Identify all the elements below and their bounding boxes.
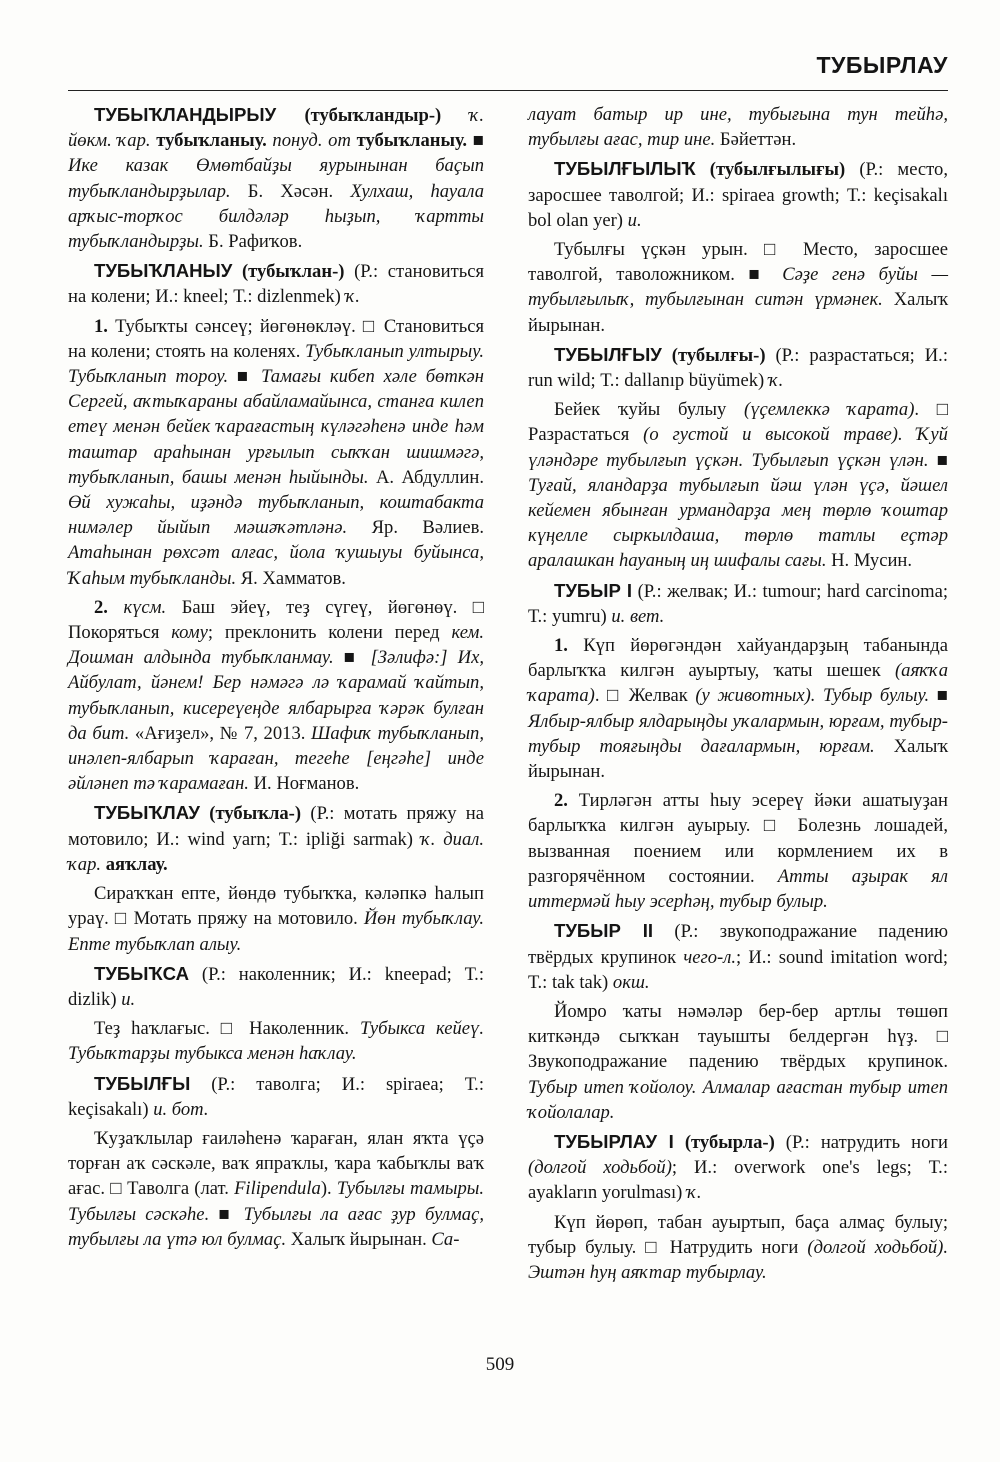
dictionary-paragraph [528,1210,948,1286]
entry-text: окш. [612,971,650,993]
headword: ТУБЫЛҒЫУ [554,343,662,365]
entry-text: (о густой и высокой траве). Ҡуй үләндәре тубылғып үҫкән. Тубылғып үҫкән үлән. [528,424,948,471]
entry-text: аяҡлау. [105,853,168,875]
dictionary-paragraph [68,961,484,1012]
entry-text: Халыҡ йырынан. [528,735,948,783]
page-number: 509 [485,1354,515,1375]
entry-text: (Р.: мотать пряжу на мотовило; И.: wind yarn; Т.: ipliği sarmak) [68,803,484,850]
entry-text: ; преклонить колени перед [207,622,452,644]
entry-text: Күп йөрөп, табан ауыртып, баҫа алмаҫ булыу; тубыр булыу. □ Натрудить ноги [528,1211,948,1258]
entry-text: Халыҡ йырынан. [528,289,948,336]
entry-text: ■ [928,449,948,471]
headword: ТУБЫЛҒЫЛЫҠ [554,158,696,180]
entry-text: (аяҡҡа ҡарата) [528,660,948,707]
entry-text: ■ [929,685,948,707]
entry-text: (үҫемлеккә ҡарата) [744,399,915,421]
entry-text: Тубыҡты сәнсеү; йөгөнөкләү. □ Становиться на колени; стоять на коленях. [68,315,484,362]
entry-text: А. Абдуллин. [368,466,484,488]
entry-text: Халыҡ йырынан. [286,1228,432,1250]
entry-text: Ялбыр-ялбыр ялдарыңды уҡалармын, юрғам, тубыр-тубыр тояғыңды дағалармын, юрғам. [528,710,948,757]
entry-text: Йомро ҡаты нәмәләр бер-бер артлы төшөп киткәндә сыҡҡан тауышты белдергән һүҙ. □ Звукоподражание падению твёрдых крупинок. [528,1000,948,1073]
entry-text: «Ағиҙел», № 7, 2013. [129,722,312,744]
left-column [68,102,484,1256]
entry-text: 1. [94,315,116,337]
headword: ТУБЫР I [554,579,633,601]
entry-text: (Р.: желвак; И.: tumour; hard carcinoma; Т.: yumru) [528,580,948,627]
entry-text: Filipendula [234,1178,321,1200]
entry-text: Тамағы кибеп хәле бөткән Сергей, аҡтыҡараны абайламайынса, станға килеп етеү менән бейек ҡарағастың күләгәһенә инде һәм таштар араһынан урғылып сыҡҡан шишмәгә, тубыҡланып, башы менән һыйынды. [68,366,484,488]
dictionary-paragraph [528,102,948,152]
entry-text: и. вет. [611,605,665,627]
entry-text: Са- [431,1228,460,1250]
dictionary-paragraph [68,102,484,254]
entry-text: (у животных). Тубыр булыу. [695,685,930,707]
right-column [528,102,948,1289]
entry-text: 2. [554,790,579,812]
entry-text: Күп йөрөгәндән хайуандарҙың табанында барлыҡҡа килгән ауыртыу, ҡаты шешек [528,635,948,682]
entry-text: Я. Хамматов. [236,567,346,589]
entry-text: [Зәлифә:] Их, Айбулат, йәнем! Бер нәмәгә лә ҡарамай ҡайтып, тубыҡланып, кисереүеңде ялбарырға ҡәрәк булған да бит. [68,647,484,744]
entry-text: ҡ. йөкм. ҡар. [68,105,484,152]
entry-text: (Р.: разрастаться; И.: run wild; Т.: dallanıp büyümek) [528,344,948,392]
headword: ТУБЫҠЛАУ [94,802,200,824]
entry-text: Б. Хәсән. [230,180,351,202]
dictionary-paragraph [528,397,948,573]
entry-text: Шафиҡ тубыҡланып, инәлеп-ялбарып ҡараған, тегеһе [еңгәһе] инде әйләнеп тә ҡарамаған. [68,722,484,795]
header-rule [68,90,948,91]
entry-text: чего-л. [683,946,736,968]
headword: ТУБЫР II [554,920,654,942]
entry-text: Туғай, яландарҙа тубылғып йәш үлән үҫә, йәшел кейемен ябынған урмандарҙа мең төрлө ҡоштар күңелле сыркылдаша, төрлө татлы еҫтәр аралашкан һауаның иң шифалы сағы. [528,474,948,572]
entry-text: Йөн тубыҡлау. Епте тубыҡлап алыу. [68,908,484,955]
headword: ТУБЫЛҒЫ [94,1072,191,1094]
entry-text: Сәҙе генә буйы — тубылғылыҡ, тубылғынан ситән үрмәнек. [528,264,948,311]
entry-text: ). [320,1178,337,1200]
entry-text: Ҡуҙаҡлылар ғаиләһенә ҡараған, ялан яҡта үҫә торған аҡ сәскәле, ваҡ япраҡлы, ҡара ҡабыҡлы ваҡ ағас. □ Таволга (лат. [68,1127,484,1200]
headword: ТУБЫҠСА [94,962,190,984]
entry-text: Атаһынан рөхсәт алғас, йола ҡушыуы буйынса, Ҡаһым тубыҡланды. [68,542,484,589]
entry-text: лауат батыр ир ине, тубығына тун тейһә, тубылғы ағас, тир ине. [528,104,948,151]
dictionary-paragraph [528,633,948,784]
entry-text: . □ Желвак [594,685,696,707]
entry-text: (Р.: наколенник; И.: kneepad; Т.: dizlik) [68,963,484,1010]
entry-text: понуд. от [272,130,357,152]
dictionary-paragraph [68,1126,484,1252]
dictionary-paragraph [528,578,948,629]
entry-text: (тубыҡлан-) [232,261,355,283]
entry-text: 1. [554,635,584,657]
entry-text: (тубырла-) [673,1131,786,1153]
entry-text: (тубыҡла-) [199,803,311,825]
entry-text: Өй хужаһы, иҙәндә тубыҡланып, коштабакта нимәлер йыйып мәшәҡәтләнә. [68,492,484,539]
dictionary-paragraph [528,237,948,338]
dictionary-paragraph [68,595,484,797]
entry-text: (Р.: место, заросшее таволгой; И.: spiraea growth; Т.: keçisakalı bol olan yer) [528,159,948,231]
entry-text: Тубылғы тамыры. Тубылғы сәскәһе. [68,1178,485,1225]
running-head: ТУБЫРЛАУ [816,52,948,78]
entry-text: кому [171,622,208,644]
entry-text: Тирләгән атты һыу эсереү йәки ашатыуҙан барлыҡҡа килгән ауырыу. □ Болезнь лошадей, вызванная поением или кормлением их в разгорячённом состоянии. [528,790,948,887]
entry-text: (долгой ходьбой) [528,1157,672,1179]
entry-text: ҡ. [345,286,360,308]
entry-text: (Р.: становиться на колени; И.: kneel; Т.: dizlenmek) [68,261,484,308]
entry-text: (тубыҡландыр-) [276,105,470,126]
dictionary-paragraph [528,918,948,995]
entry-text: ■ [467,130,484,152]
entry-text: Тубылғы үҫкән урын. □ Место, заросшее таволгой, таволожником. [528,239,948,286]
entry-text: Н. Мусин. [826,550,913,572]
entry-text: ; И.: sound imitation word; Т.: tak tak) [528,946,948,993]
entry-text: ■ [734,264,783,286]
entry-text: кем. Дошман алдында тубыҡланмау. [68,622,484,669]
entry-text: ҡ. диал. ҡар. [68,828,485,875]
entry-text: Тубыр итеп ҡойолоу. Алмалар ағастан тубыр итеп ҡойолалар. [528,1076,948,1123]
entry-text: Ике казак Өмөтбайҙы яурынынан баҫып тубыҡландырҙылар. [68,155,484,202]
entry-text: ■ [333,647,371,669]
entry-text: Сираҡҡан епте, йөндө тубыҡҡа, кәләпкә һалып ураү. □ Мотать пряжу на мотовило. [68,883,484,930]
entry-text: (тубылғылығы) [695,159,860,181]
entry-text: (долгой ходьбой). Эштән һуң аяҡтар тубырлау. [528,1236,949,1283]
entry-text: тубыҡланыу. [356,130,468,152]
entry-text: тубыҡланыу. [156,130,273,152]
entry-text: Теҙ һаҡлағыс. □ Наколенник. [94,1018,360,1040]
entry-text: ҡ. [768,370,784,392]
dictionary-paragraph [528,999,948,1125]
dictionary-paragraph [528,342,948,393]
dictionary-paragraph [68,258,484,309]
dictionary-paragraph [68,800,484,877]
dictionary-paragraph [528,1129,948,1206]
dictionary-paragraph [68,314,484,591]
entry-text: Тубыкса кейеү. Тубыҡтарҙы тубыкса менән һаҡлау. [68,1018,484,1065]
entry-text: 2. [94,596,124,618]
entry-text: ■ [209,1203,244,1225]
entry-text: ■ [228,366,262,388]
entry-text: Тубыҡланып ултырыу. Тубыҡланып тороу. [68,340,484,388]
dictionary-paragraph [68,881,484,957]
dictionary-paragraph [68,1016,484,1066]
entry-text: . □ Разрастаться [528,399,949,446]
entry-text: и. [627,209,642,231]
entry-text: Тубылғы ла ағас ҙур булмаҫ, тубылғы ла үтә юл булмаҫ. [68,1203,485,1250]
entry-text: (Р.: таволга; И.: spiraea; Т.: keçisakalı) [68,1073,484,1120]
entry-text: (Р.: звукоподражание падению твёрдых крупинок [528,921,948,968]
entry-text: и. [121,988,136,1010]
entry-text: Бейек ҡуйы булыу [554,399,744,421]
entry-text: и. бот. [153,1098,209,1120]
entry-text: күсм. [123,596,182,618]
headword: ТУБЫҠЛАНДЫРЫУ [94,104,277,125]
entry-text: Хулхаш, һауала арҡыс-торҡос билдәләр һыҙып, ҡартты тубыҡландырҙы. [68,180,484,253]
dictionary-paragraph [528,788,948,914]
dictionary-paragraph [528,156,948,233]
headword: ТУБЫРЛАУ I [554,1130,674,1152]
entry-text: (тубылғы-) [661,344,776,366]
entry-text: Бәйеттән. [715,129,797,151]
entry-text: Атты аҙырак ял иттермәй һыу эсерһәң, тубыр булыр. [528,865,948,913]
entry-text: Б. Рафиҡов. [203,231,303,253]
entry-text: ҡ. [687,1182,702,1204]
entry-text: И. Ноғманов. [248,773,360,795]
entry-text: Баш эйеү, теҙ сүгеү, йөгөнөү. □ Покоряться [68,596,484,644]
dictionary-paragraph [68,1071,484,1122]
entry-text: ; И.: overwork one's legs; Т.: ayakların yorulması) [528,1157,948,1204]
entry-text: (Р.: натрудить ноги [785,1131,948,1153]
headword: ТУБЫҠЛАНЫУ [94,260,233,282]
entry-text: Яр. Вәлиев. [347,517,484,539]
